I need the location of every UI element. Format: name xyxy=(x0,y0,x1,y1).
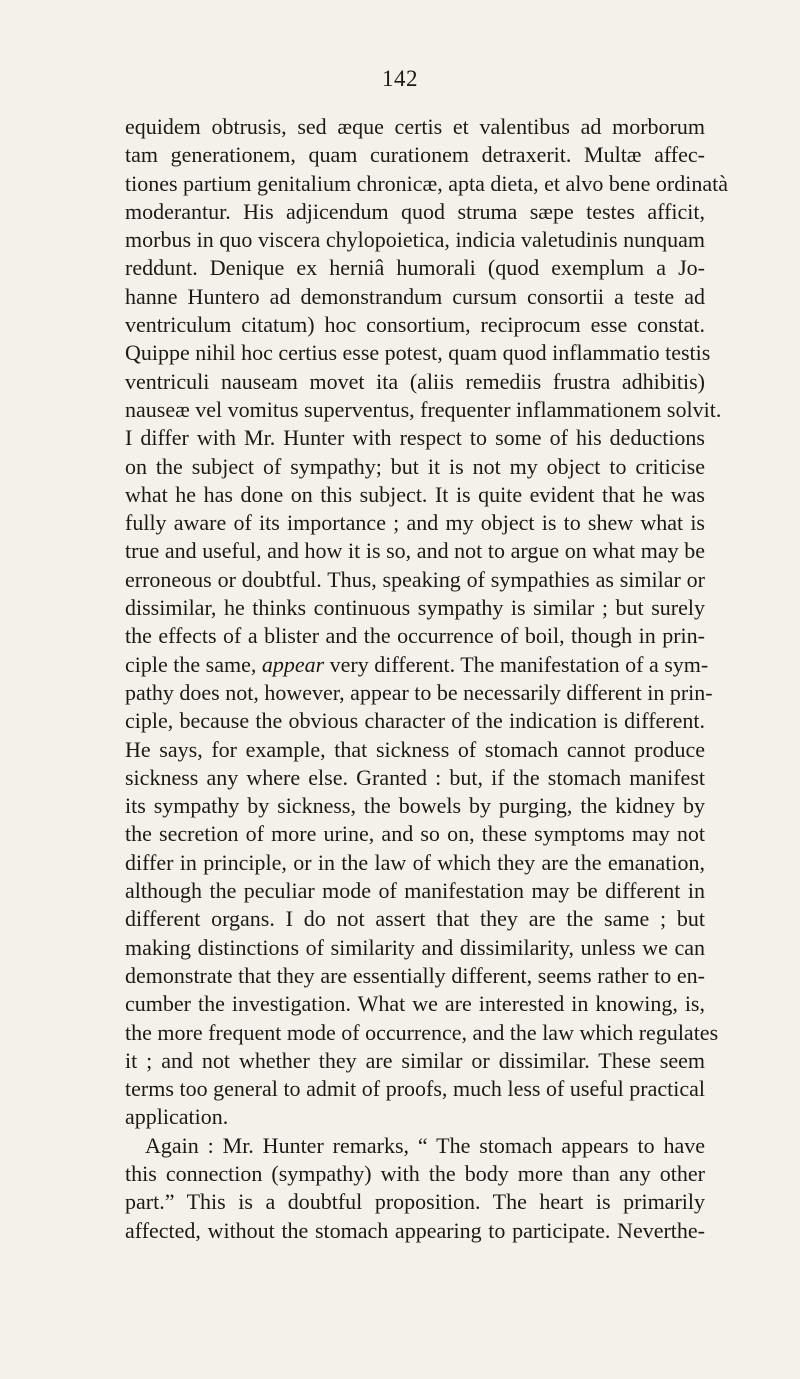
text-line: it ; and not whether they are similar or dissimilar. These seem xyxy=(125,1047,705,1073)
text-line: tiones partium genitalium chronicæ, apta dieta, et alvo bene ordinatà xyxy=(125,170,728,196)
text-line: reddunt. Denique ex herniâ humorali (quod exemplum a Jo- xyxy=(125,255,705,281)
text-line: tam generationem, quam curationem detraxerit. Multæ affec- xyxy=(125,142,705,168)
text-line: hanne Huntero ad demonstrandum cursum consortii a teste ad xyxy=(125,283,705,309)
text-line: terms too general to admit of proofs, much less of useful practical xyxy=(125,1076,705,1102)
text-line: the effects of a blister and the occurrence of boil, though in prin- xyxy=(125,623,705,649)
text-line: ciple the same, appear very different. The manifestation of a sym- xyxy=(125,651,709,677)
text-line: what he has done on this subject. It is quite evident that he was xyxy=(125,481,705,507)
text-line: different organs. I do not assert that they are the same ; but xyxy=(125,906,705,932)
text-line: Quippe nihil hoc certius esse potest, quam quod inflammatio testis xyxy=(125,340,711,366)
text-line: fully aware of its importance ; and my object is to shew what is xyxy=(125,510,705,536)
text-line: equidem obtrusis, sed æque certis et valentibus ad morborum xyxy=(125,114,705,139)
text-line: dissimilar, he thinks continuous sympathy is similar ; but surely xyxy=(125,595,705,621)
text-line: morbus in quo viscera chylopoietica, indicia valetudinis nunquam xyxy=(125,227,705,253)
text-line: moderantur. His adjicendum quod struma sæpe testes afficit, xyxy=(125,198,705,224)
text-line: Again : Mr. Hunter remarks, “ The stomach appears to have xyxy=(145,1132,705,1158)
text-line: application. xyxy=(125,1104,229,1130)
text-line: cumber the investigation. What we are interested in knowing, is, xyxy=(125,991,705,1017)
emphasis-word: appear xyxy=(261,651,325,677)
text-line: affected, without the stomach appearing to participate. Neverthe- xyxy=(125,1217,705,1243)
text-line: nauseæ vel vomitus superventus, frequenter inflammationem solvit. xyxy=(125,396,722,422)
text-line: its sympathy by sickness, the bowels by purging, the kidney by xyxy=(125,793,705,819)
text-line: pathy does not, however, appear to be necessarily different in prin- xyxy=(125,679,713,705)
text-line: erroneous or doubtful. Thus, speaking of sympathies as similar or xyxy=(125,566,705,592)
text-line: on the subject of sympathy; but it is not my object to criticise xyxy=(125,453,705,479)
text-line: differ in principle, or in the law of which they are the emanation, xyxy=(125,849,705,875)
body-text xyxy=(125,113,728,1245)
text-line: making distinctions of similarity and dissimilarity, unless we can xyxy=(125,934,705,960)
text-line: ventriculi nauseam movet ita (aliis remediis frustra adhibitis) xyxy=(125,368,705,394)
text-line: He says, for example, that sickness of stomach cannot produce xyxy=(125,736,705,762)
text-line: part.” This is a doubtful proposition. The heart is primarily xyxy=(125,1189,705,1215)
text-line: although the peculiar mode of manifestation may be different in xyxy=(125,878,705,904)
text-line: the more frequent mode of occurrence, and the law which regulates xyxy=(125,1019,719,1045)
text-line: ciple, because the obvious character of the indication is different. xyxy=(125,708,705,734)
text-line: true and useful, and how it is so, and not to argue on what may be xyxy=(125,538,705,564)
text-line: the secretion of more urine, and so on, these symptoms may not xyxy=(125,821,705,847)
text-line: this connection (sympathy) with the body more than any other xyxy=(125,1160,705,1186)
text-line: demonstrate that they are essentially different, seems rather to en- xyxy=(125,962,705,988)
page-number: 142 xyxy=(382,66,418,91)
text-line: sickness any where else. Granted : but, if the stomach manifest xyxy=(125,764,705,790)
text-line: I differ with Mr. Hunter with respect to some of his deductions xyxy=(125,425,705,451)
text-line: ventriculum citatum) hoc consortium, reciprocum esse constat. xyxy=(125,312,705,338)
